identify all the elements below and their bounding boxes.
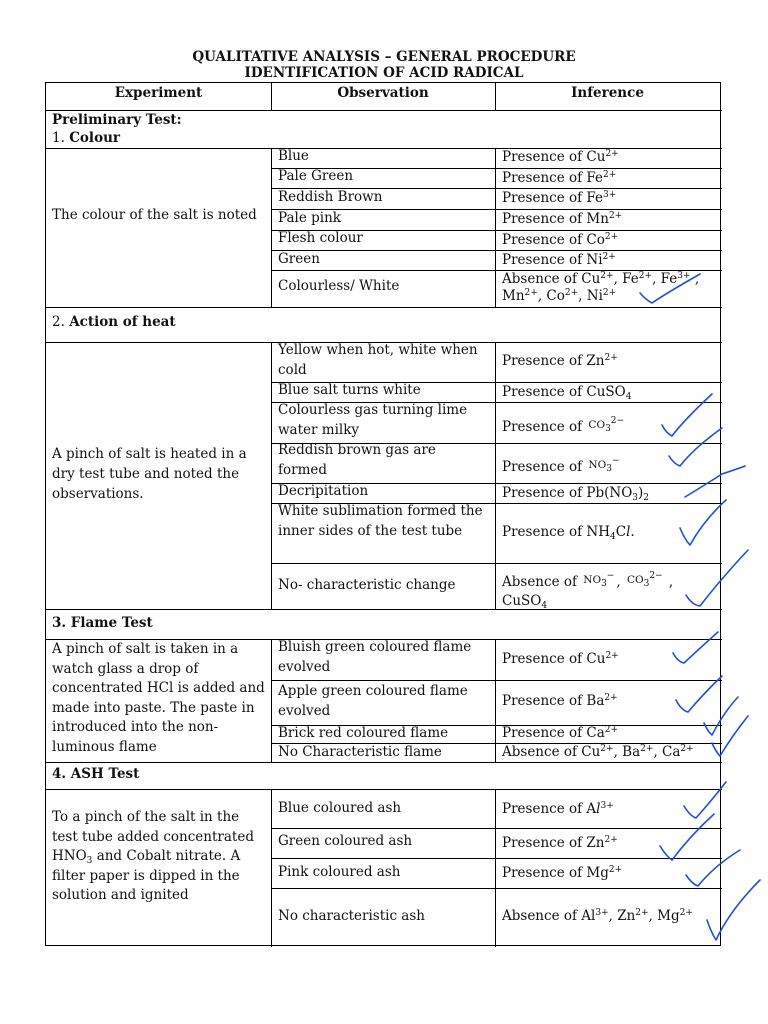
rule [272,828,722,829]
rule [272,888,722,889]
heat-inf: Presence of $NH_4Cl$. [502,524,635,542]
heat-obs: Decripitation [278,483,369,499]
flame-inf-absence: Absence of $Cu^{2+}$, $Ba^{2+}$, $Ca^{2+}$ [502,744,694,760]
flame-inf: Presence of $Ca^{2+}$ [502,725,619,741]
heat-inf: Presence of $CO_3^{2-}$ [502,416,625,435]
title-line-2: IDENTIFICATION OF ACID RADICAL [244,65,524,81]
ash-inf: Presence of $Al^{3+}$ [502,801,614,817]
rule [271,789,272,947]
header-inference: Inference [571,85,644,101]
rule [271,342,272,609]
rule [272,680,722,681]
heat-inf: Presence of $Zn^{2+}$ [502,353,618,369]
flame-obs: Brick red coloured flame [278,725,449,741]
rule [495,148,496,307]
title-line-1: QUALITATIVE ANALYSIS – GENERAL PROCEDURE [192,49,576,65]
page-title-block [0,49,768,81]
rule [271,639,272,762]
colour-obs: Blue [278,148,309,164]
colour-inf: Presence of $Co^{2+}$ [502,232,619,248]
rule [495,639,496,762]
ash-inf: Presence of $Mg^{2+}$ [502,865,623,881]
section-heading-colour: 1. Colour [52,130,120,146]
rule [46,148,722,149]
rule [495,789,496,947]
heat-obs: White sublimation formed the inner sides of the test tube [278,503,483,539]
flame-obs: Bluish green coloured flame evolved [278,639,472,675]
flame-obs: No Characteristic flame [278,744,442,760]
colour-obs: Flesh colour [278,230,363,246]
heat-inf: Presence of $Pb(NO_3)_2$ [502,485,650,503]
rule [46,307,722,308]
colour-experiment: The colour of the salt is noted [52,207,257,223]
rule [272,563,722,564]
colour-inf: Presence of $Ni^{2+}$ [502,252,616,268]
header-observation: Observation [337,85,429,101]
colour-obs: Pale pink [278,210,341,226]
rule [272,250,722,251]
colour-obs: Reddish Brown [278,189,383,205]
colour-obs: Pale Green [278,168,354,184]
rule [46,789,722,790]
flame-obs: Apple green coloured flame evolved [278,683,468,719]
heat-inf-absence: Absence of $NO_3^-$ , $CO_3^{2-}$ , CuSO$_4$ [502,571,674,611]
heat-inf: Presence of CuSO$_4$ [502,384,632,402]
ash-obs: Green coloured ash [278,833,413,849]
ash-obs: Blue coloured ash [278,800,402,816]
colour-inf-absence: Absence of $Cu^{2+}$, $Fe^{2+}$, $Fe^{3+}$ , $Mn^{2+}$, $Co^{2+}$, $Ni^{2+}$ [502,271,700,304]
heat-experiment: A pinch of salt is heated in a dry test tube and noted the observations. [52,446,247,502]
colour-inf: Presence of $Fe^{2+}$ [502,170,617,186]
rule [495,342,496,609]
ash-experiment: To a pinch of the salt in the test tube added concentrated $HNO_3$ and Cobalt nitrate. A filter paper is dipped in the solution and ignited [52,809,254,903]
flame-inf: Presence of $Cu^{2+}$ [502,651,619,667]
heat-obs: Reddish brown gas are formed [278,442,436,478]
ash-inf-absence: Absence of $Al^{3+}$, $Zn^{2+}$, $Mg^{2+}$ [502,908,693,924]
colour-inf: Presence of $Mn^{2+}$ [502,211,623,227]
colour-obs: Green [278,251,320,267]
rule [272,858,722,859]
colour-inf: Presence of $Fe^{3+}$ [502,190,617,206]
heat-obs: Blue salt turns white [278,382,421,398]
heat-obs: Yellow when hot, white when cold [278,342,478,378]
flame-experiment: A pinch of salt is taken in a watch glass a drop of concentrated HCl is added and made into paste. The paste in introduced into the non-luminous flame [52,641,265,755]
preliminary-heading: Preliminary Test: [52,112,182,128]
ash-obs: No characteristic ash [278,908,425,924]
header-experiment: Experiment [114,85,203,101]
colour-inf: Presence of $Cu^{2+}$ [502,149,619,165]
section-heading-flame: 3. Flame Test [52,615,153,631]
section-heading-ash: 4. ASH Test [52,766,140,782]
colour-obs: Colourless/ White [278,278,400,294]
rule [271,148,272,307]
heat-obs: Colourless gas turning lime water milky [278,402,468,438]
heat-inf: Presence of $NO_3^-$ [502,456,620,475]
heat-obs: No- characteristic change [278,577,456,593]
section-heading-heat: 2. Action of heat [52,314,176,330]
ash-inf: Presence of $Zn^{2+}$ [502,835,618,851]
ash-obs: Pink coloured ash [278,864,401,880]
flame-inf: Presence of $Ba^{2+}$ [502,693,618,709]
